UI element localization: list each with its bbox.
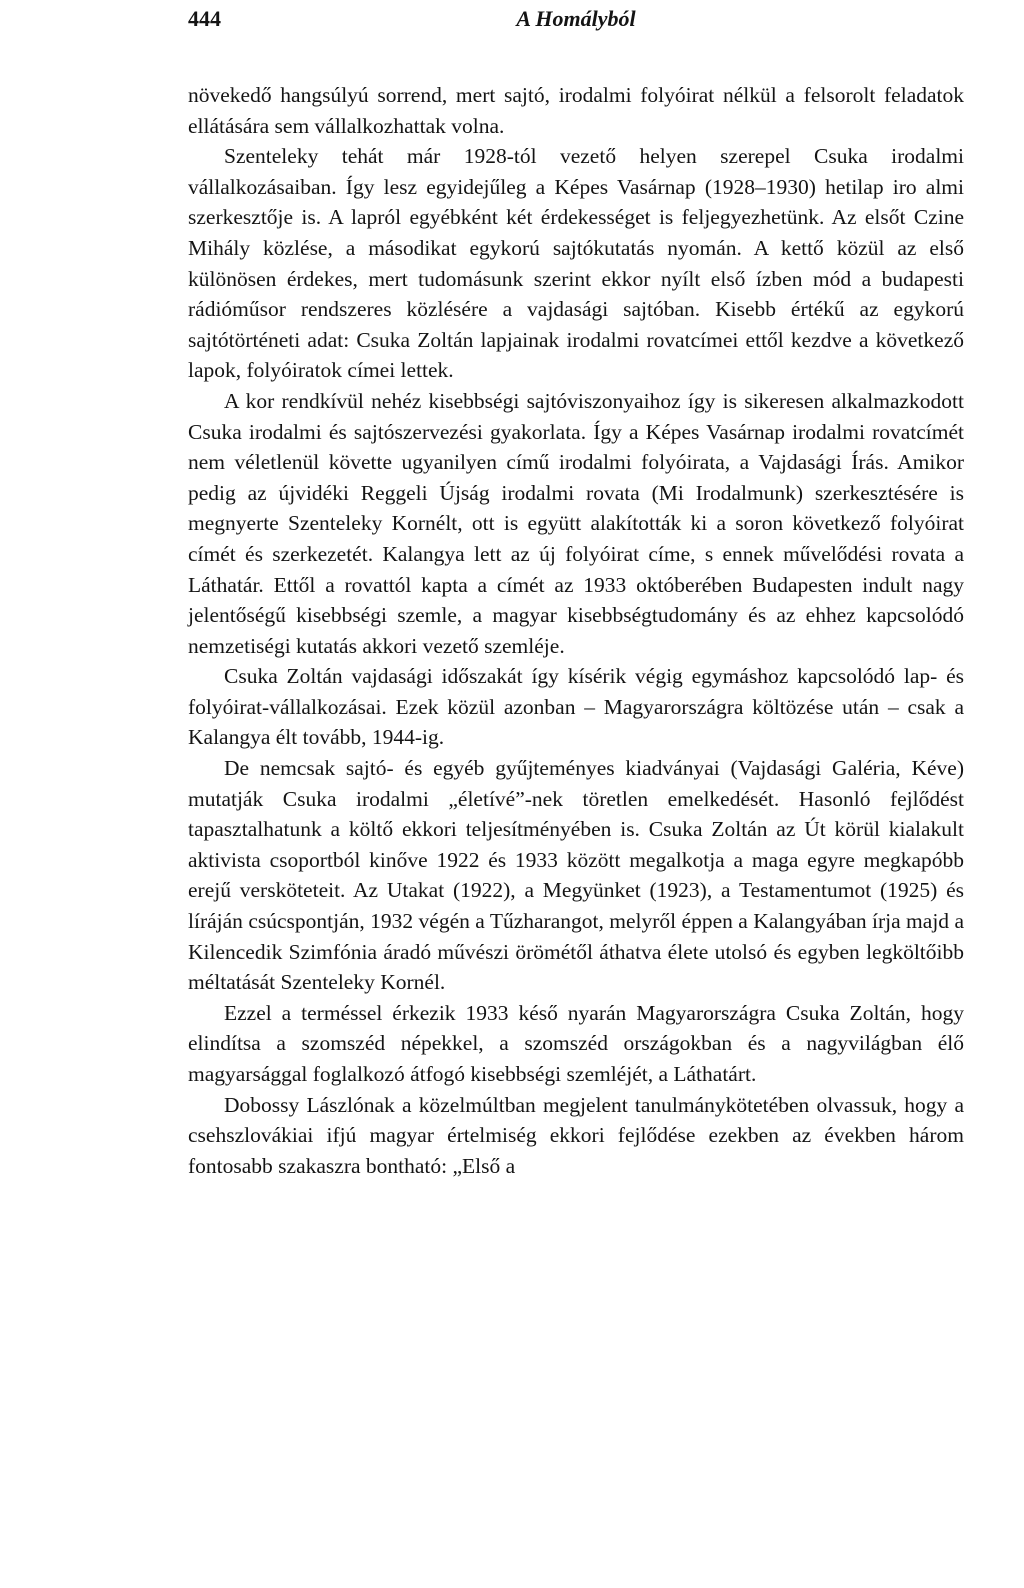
paragraph-dobossy: Dobossy Lászlónak a közelmúltban megjelent tanulmánykötetében olvassuk, hogy a csehszlovákiai ifjú magyar értelmiség ekkori fejlődése ezekben az években három fontosabb szakaszra bontható: „Első a — [188, 1092, 964, 1178]
running-head — [188, 6, 964, 38]
page-number: 444 — [188, 6, 221, 31]
paragraph-sajtoviszonyok: A kor rendkívül nehéz kisebbségi sajtóviszonyaihoz így is sikeresen alkalmazkodott Csuka irodalmi és sajtószervezési gyakorlata. Így a Képes Vasárnap irodalmi rovatcímét nem véletlenül követte ugyanilyen című irodalmi folyóirata, a Vajdasági Írás. Amikor pedig az újvidéki Reggeli Újság irodalmi rovata (Mi Irodalmunk) szerkesztésére is megnyerte Szenteleky Kornélt, ott is együtt alakították ki a soron következő folyóirat címét és szerkezetét. Kalangya lett az új folyóirat címe, s ennek művelődési rovata a Láthatár. Ettől a rovattól kapta a címét az 1933 októberében Budapesten indult nagy jelentőségű kisebbségi szemle, a magyar kisebbségtudomány és az ehhez kapcsolódó nemzetiségi kutatás akkori vezető szemléje. — [188, 388, 964, 658]
paragraph-magyarorszagra: Ezzel a terméssel érkezik 1933 késő nyarán Magyarországra Csuka Zoltán, hogy elindítsa a szomszéd népekkel, a szomszéd országokban és a nagyvilágban élő magyarsággal foglalkozó átfogó kisebbségi szemléjét, a Láthatárt. — [188, 1000, 964, 1086]
paragraph-vajdasagi-idoszak: Csuka Zoltán vajdasági időszakát így kísérik végig egymáshoz kapcsolódó lap- és folyóirat-vállalkozásai. Ezek közül azonban – Magyarországra költözése után – csak a Kalangya élt tovább, 1944-ig. — [188, 664, 964, 750]
body-text — [188, 80, 964, 1181]
book-title: A Homályból — [516, 6, 636, 31]
paragraph-eletiv: De nemcsak sajtó- és egyéb gyűjteményes kiadványai (Vajdasági Galéria, Kéve) mutatják Csuka irodalmi „életívé”-nek töretlen emelkedését. Hasonló fejlődést tapasztalhatunk a költő ekkori teljesítményében is. Csuka Zoltán az Út körül kialakult aktivista csoportból kinőve 1922 és 1933 között megalkotja a maga egyre megkapóbb erejű versköteteit. Az Utakat (1922), a Megyünket (1923), a Testamentumot (1925) és líráján csúcspontján, 1932 végén a Tűzharangot, melyről éppen a Kalangyában írja majd a Kilencedik Szimfónia áradó művészi örömétől áthatva élete utolsó és egyben legköltőibb méltatását Szenteleky Kornél. — [188, 756, 964, 995]
paragraph-szenteleky: Szenteleky tehát már 1928-tól vezető helyen szerepel Csuka irodalmi vállalkozásaiban. Így lesz egyidejűleg a Képes Vasárnap (1928–1930) hetilap iro almi szerkesztője is. A lapról egyébként két érdekességet is feljegyezhetünk. Az elsőt Czine Mihály közlése, a másodikat egykorú sajtókutatás nyomán. A kettő közül az első különösen érdekes, mert tudomásunk szerint ekkor nyílt első ízben mód a budapesti rádióműsor rendszeres közlésére a vajdasági sajtóban. Kisebb értékű az egykorú sajtótörténeti adat: Csuka Zoltán lapjainak irodalmi rovatcímei ettől kezdve a következő lapok, folyóiratok címei lettek. — [188, 144, 964, 383]
paragraph-continuation: növekedő hangsúlyú sorrend, mert sajtó, irodalmi folyóirat nélkül a felsorolt feladatok ellátására sem vállalkozhattak volna. — [188, 83, 964, 138]
